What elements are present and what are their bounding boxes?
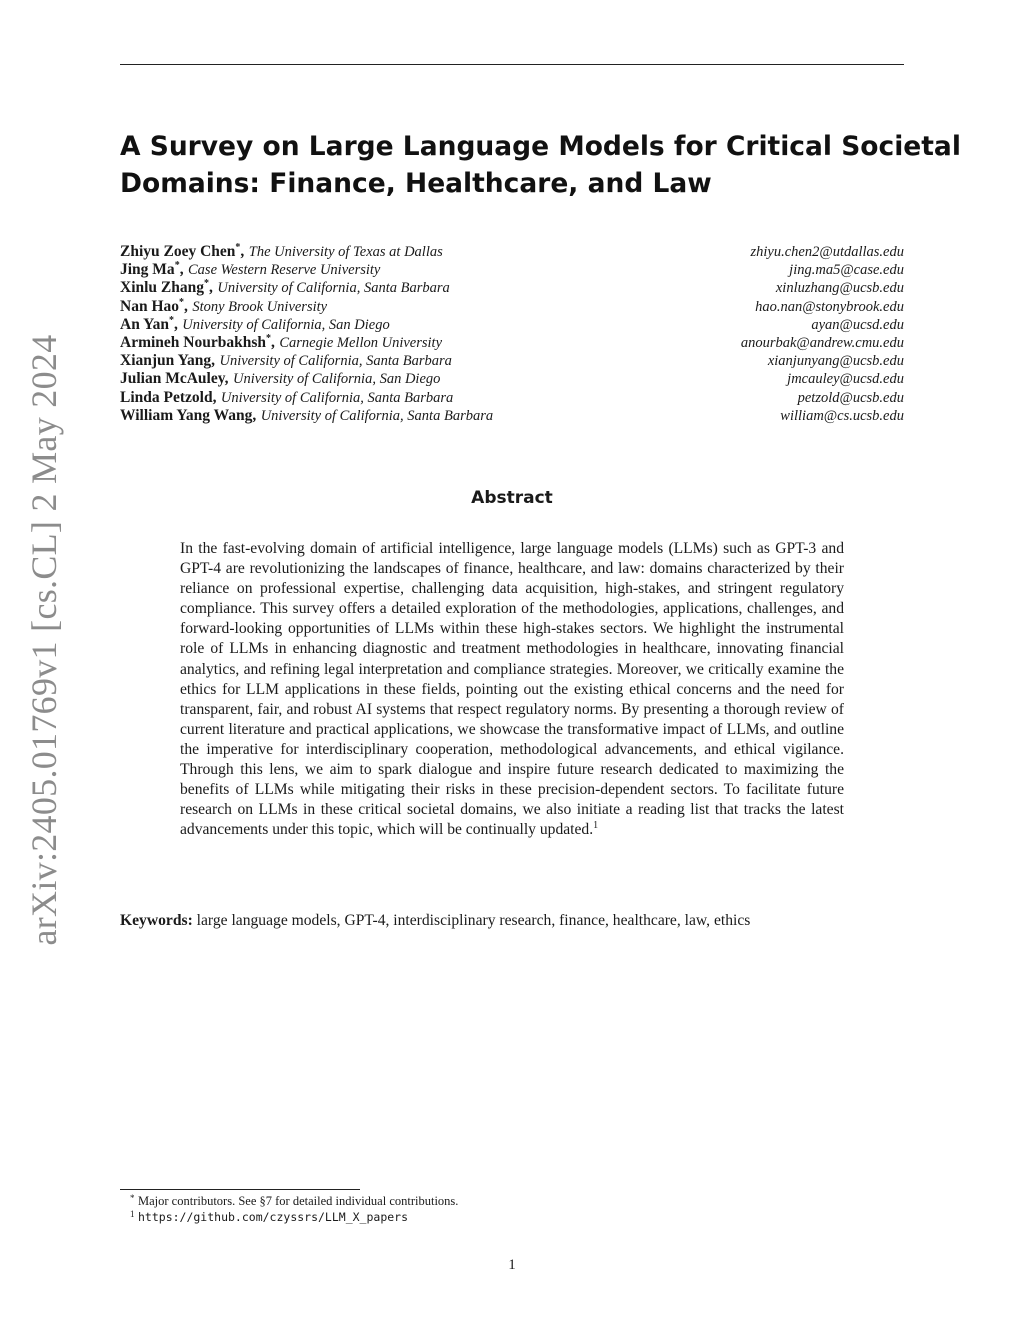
author-name: Julian McAuley, bbox=[120, 370, 229, 388]
author-email[interactable]: william@cs.ucsb.edu bbox=[780, 407, 904, 424]
footnotes bbox=[130, 1193, 459, 1225]
author-email[interactable]: zhiyu.chen2@utdallas.edu bbox=[750, 244, 904, 260]
abstract-text bbox=[180, 539, 844, 840]
author-email[interactable]: anourbak@andrew.cmu.edu bbox=[740, 334, 904, 351]
arxiv-identifier[interactable]: arXiv:2405.01769v1 [cs.CL] 2 May 2024 bbox=[24, 334, 64, 946]
footnote-rule bbox=[120, 1189, 360, 1190]
author-row bbox=[120, 279, 904, 297]
author-affiliation: The University of Texas at Dallas bbox=[248, 244, 443, 260]
author-name: Zhiyu Zoey Chen*, bbox=[120, 241, 245, 260]
author-name: William Yang Wang, bbox=[120, 406, 257, 424]
author-list bbox=[120, 243, 904, 425]
author-name: Jing Ma*, bbox=[120, 260, 184, 279]
author-email[interactable]: xinluzhang@ucsb.edu bbox=[775, 280, 904, 297]
keywords-label: Keywords: bbox=[120, 912, 193, 929]
author-row bbox=[120, 334, 904, 352]
author-affiliation: Case Western Reserve University bbox=[188, 262, 381, 279]
paper-title bbox=[120, 128, 961, 202]
page-number: 1 bbox=[508, 1257, 516, 1273]
footnote-link[interactable]: https://github.com/czyssrs/LLM_X_papers bbox=[138, 1210, 409, 1224]
top-rule bbox=[120, 64, 904, 65]
author-row bbox=[120, 352, 904, 370]
author-row bbox=[120, 370, 904, 388]
author-affiliation: Carnegie Mellon University bbox=[279, 334, 443, 351]
abstract-body-text: In the fast-evolving domain of artificial intelligence, large language models (LLMs) such as GPT-3 and GPT-4 are revolutionizing the landscapes of finance, healthcare, and law: domains characterized by their reliance on professional expertise, challenging data acquisition, high-stakes, and stringent regulatory compliance. This survey offers a detailed exploration of the methodologies, applications, challenges, and forward-looking opportunities of LLMs within these high-stakes sectors. We highlight the instrumental role of LLMs in enhancing diagnostic and treatment methodologies in healthcare, innovating financial analytics, and refining legal interpretation and compliance strategies. Moreover, we critically examine the ethics for LLM applications in these fields, pointing out the existing ethical concerns and the need for transparent, fair, and robust AI systems that respect regulatory norms. By presenting a thorough review of current literature and practical applications, we showcase the transformative impact of LLMs, and outline the imperative for interdisciplinary cooperation, methodological advancements, and ethical vigilance. Through this lens, we aim to spark dialogue and inspire future research dedicated to maximizing the benefits of LLMs while mitigating their risks in these precision-dependent sectors. To facilitate future research on LLMs in these critical societal domains, we also initiate a reading list that tracks the latest advancements under this topic, which will be continually updated. bbox=[180, 540, 844, 839]
author-email[interactable]: hao.nan@stonybrook.edu bbox=[755, 298, 904, 315]
author-email[interactable]: petzold@ucsb.edu bbox=[797, 389, 904, 406]
author-email[interactable]: ayan@ucsd.edu bbox=[811, 316, 904, 333]
author-row bbox=[120, 261, 904, 279]
title-line-2: Domains: Finance, Healthcare, and Law bbox=[120, 168, 712, 199]
author-email[interactable]: jmcauley@ucsd.edu bbox=[787, 371, 904, 388]
keywords bbox=[120, 911, 904, 931]
author-email[interactable]: jing.ma5@case.edu bbox=[789, 262, 904, 279]
footnote-text: Major contributors. See §7 for detailed individual contributions. bbox=[138, 1194, 459, 1208]
author-affiliation: University of California, Santa Barbara bbox=[217, 280, 450, 297]
footnote-ref[interactable]: 1 bbox=[593, 820, 599, 832]
author-affiliation: University of California, San Diego bbox=[182, 316, 390, 333]
author-affiliation: Stony Brook University bbox=[192, 298, 328, 315]
author-row bbox=[120, 316, 904, 334]
footnote-mark: 1 bbox=[130, 1209, 135, 1219]
author-name: Nan Hao*, bbox=[120, 296, 188, 315]
author-name: An Yan*, bbox=[120, 314, 178, 333]
title-line-1: A Survey on Large Language Models for Critical Societal bbox=[120, 131, 961, 162]
author-name: Xinlu Zhang*, bbox=[120, 278, 213, 297]
author-affiliation: University of California, San Diego bbox=[232, 371, 441, 388]
author-name: Linda Petzold, bbox=[120, 388, 217, 406]
footnote-contributors bbox=[130, 1193, 459, 1209]
abstract-heading: Abstract bbox=[471, 488, 553, 508]
author-affiliation: University of California, Santa Barbara bbox=[219, 353, 452, 370]
keywords-text: large language models, GPT-4, interdisciplinary research, finance, healthcare, law, ethics bbox=[196, 912, 751, 929]
author-row bbox=[120, 389, 904, 407]
author-affiliation: University of California, Santa Barbara bbox=[220, 389, 454, 406]
author-name: Xianjun Yang, bbox=[120, 352, 216, 370]
author-email[interactable]: xianjunyang@ucsb.edu bbox=[767, 353, 904, 370]
author-row bbox=[120, 407, 904, 425]
author-row bbox=[120, 298, 904, 316]
footnote-url bbox=[130, 1209, 458, 1225]
author-affiliation: University of California, Santa Barbara bbox=[260, 407, 494, 424]
author-name: Armineh Nourbakhsh*, bbox=[120, 332, 275, 351]
author-row bbox=[120, 243, 904, 261]
footnote-mark: * bbox=[130, 1193, 135, 1203]
